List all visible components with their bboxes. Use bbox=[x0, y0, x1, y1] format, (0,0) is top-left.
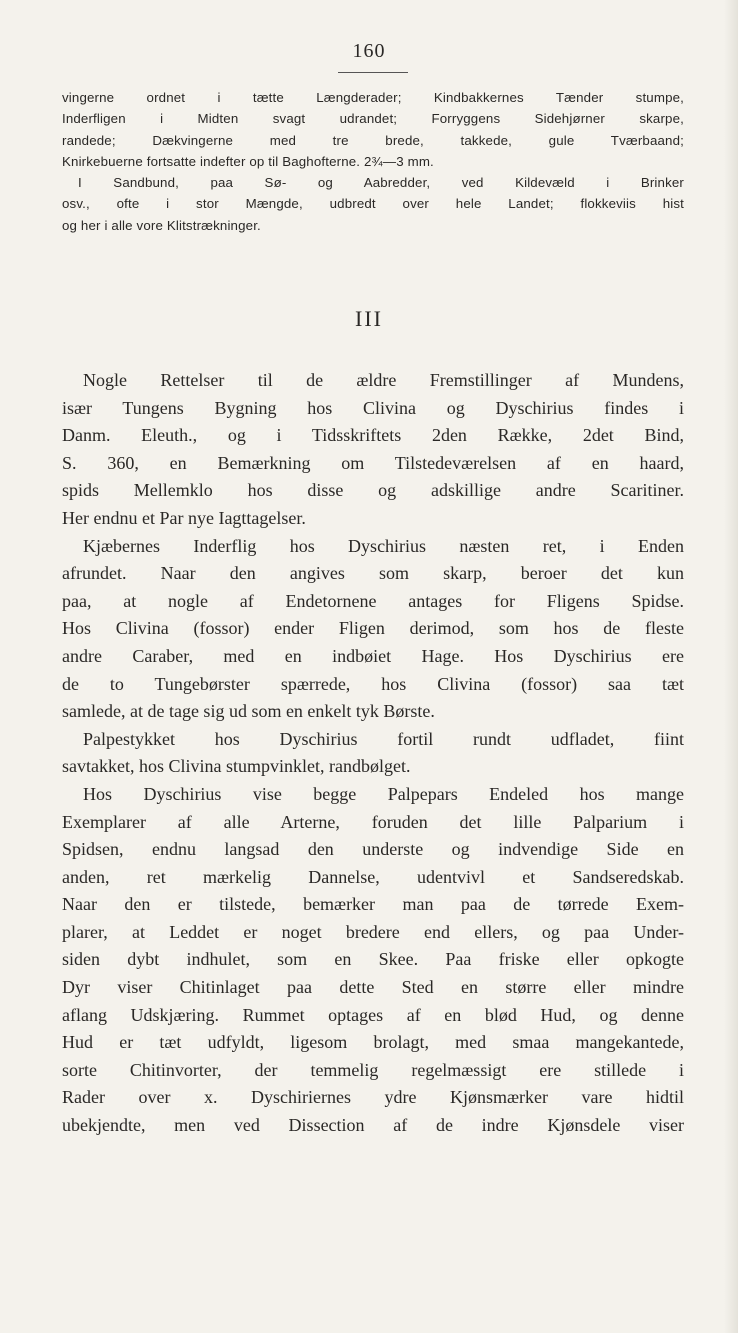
text-line: aflang Udskjæring. Rummet optages af en blød Hud, og denne bbox=[62, 1004, 684, 1025]
text-line: Exemplarer af alle Arterne, foruden det lille Palparium i bbox=[62, 811, 684, 832]
text-line: Dyr viser Chitinlaget paa dette Sted en større eller mindre bbox=[62, 977, 684, 998]
text-line: randede; Dækvingerne med tre brede, takkede, gule Tværbaand; bbox=[62, 132, 684, 148]
text-line: I Sandbund, paa Sø- og Aabredder, ved Kildevæld i Brinker bbox=[78, 175, 684, 190]
header-rule bbox=[338, 72, 408, 73]
text-line: Hud er tæt udfyldt, ligesom brolagt, med smaa mangekantede, bbox=[62, 1032, 684, 1053]
text-line: Naar den er tilstede, bemærker man paa de tørrede Exem- bbox=[62, 894, 684, 915]
page-edge-shadow bbox=[724, 0, 738, 1333]
text-line: osv., ofte i stor Mængde, udbredt over hele Landet; flokkeviis hist bbox=[62, 196, 684, 212]
section-number: III bbox=[355, 306, 383, 331]
text-line: og her i alle vore Klitstrækninger. bbox=[62, 217, 261, 233]
text-line: ubekjendte, men ved Dissection af de indre Kjønsdele viser bbox=[62, 1115, 684, 1136]
text-line: Knirkebuerne fortsatte indefter op til Baghofterne. 2¾—3 mm. bbox=[62, 153, 434, 169]
text-line: paa, at nogle af Endetornene antages for Fligens Spidse. bbox=[62, 590, 684, 611]
text-line: spids Mellemklo hos disse og adskillige andre Scaritiner. bbox=[62, 480, 684, 501]
text-line: savtakket, hos Clivina stumpvinklet, randbølget. bbox=[62, 756, 411, 777]
text-line: Rader over x. Dyschiriernes ydre Kjønsmærker vare hidtil bbox=[62, 1087, 684, 1108]
text-line: samlede, at de tage sig ud som en enkelt tyk Børste. bbox=[62, 701, 435, 722]
text-line: sorte Chitinvorter, der temmelig regelmæssigt ere stillede i bbox=[62, 1059, 684, 1080]
text-line: Spidsen, endnu langsad den underste og indvendige Side en bbox=[62, 839, 684, 860]
page-number: 160 bbox=[352, 40, 386, 62]
text-line: især Tungens Bygning hos Clivina og Dyschirius findes i bbox=[62, 397, 684, 418]
text-line: anden, ret mærkelig Dannelse, udentvivl et Sandseredskab. bbox=[62, 866, 684, 887]
habitat-paragraph bbox=[62, 172, 684, 236]
text-line: vingerne ordnet i tætte Længderader; Kindbakkernes Tænder stumpe, bbox=[62, 90, 684, 105]
main-text bbox=[62, 367, 684, 1140]
text-line: afrundet. Naar den angives som skarp, beroer det kun bbox=[62, 563, 684, 584]
text-line: Hos Clivina (fossor) ender Fligen derimod, som hos de fleste bbox=[62, 618, 684, 639]
text-line: de to Tungebørster spærrede, hos Clivina (fossor) saa tæt bbox=[62, 673, 684, 694]
text-line: Nogle Rettelser til de ældre Fremstillinger af Mundens, bbox=[83, 370, 684, 390]
text-line: andre Caraber, med en indbøiet Hage. Hos Dyschirius ere bbox=[62, 645, 684, 666]
text-line: Inderfligen i Midten svagt udrandet; Forryggens Sidehjørner skarpe, bbox=[62, 111, 684, 127]
text-line: Danm. Eleuth., og i Tidsskriftets 2den Række, 2det Bind, bbox=[62, 425, 684, 446]
text-line: Palpestykket hos Dyschirius fortil rundt udfladet, fiint bbox=[83, 728, 684, 749]
text-line: Her endnu et Par nye Iagttagelser. bbox=[62, 507, 306, 528]
species-description bbox=[62, 87, 684, 172]
text-line: S. 360, en Bemærkning om Tilstedeværelsen af en haard, bbox=[62, 452, 684, 473]
text-line: siden dybt indhulet, som en Skee. Paa friske eller opkogte bbox=[62, 949, 684, 970]
text-line: plarer, at Leddet er noget bredere end ellers, og paa Under- bbox=[62, 921, 684, 942]
text-line: Hos Dyschirius vise begge Palpepars Endeled hos mange bbox=[83, 783, 684, 804]
text-line: Kjæbernes Inderflig hos Dyschirius næsten ret, i Enden bbox=[83, 535, 684, 556]
